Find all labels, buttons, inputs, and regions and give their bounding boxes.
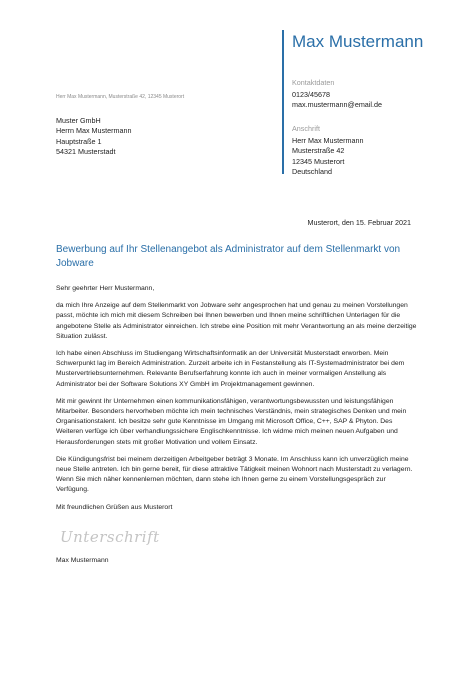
recipient-line: 54321 Musterstadt	[56, 147, 116, 157]
closing: Mit freundlichen Grüßen aus Musterort	[56, 503, 173, 511]
contact-phone: 0123/45678	[292, 89, 330, 99]
recipient-address	[56, 116, 132, 158]
signature-name: Max Mustermann	[56, 557, 109, 564]
recipient-line: Muster GmbH	[56, 116, 101, 125]
accent-divider	[282, 30, 284, 174]
sender-return-address: Herr Max Mustermann, Musterstraße 42, 12345 Musterort	[56, 94, 185, 100]
body-paragraph: Mit mir gewinnt Ihr Unternehmen einen kommunikationsfähigen, verantwortungsbewussten und leistungsfähigen Mitarbeiter. Besonders hervorheben möchte ich mein technisches Verständnis, mein strategisches Denken und mein Organisationstalent. Ich besitze sehr gute Kenntnisse im Umgang mit Microsoft Office, C++, SAP & Phyton. Des Weiteren verfüge ich über verhandlungssichere Englischkenntnisse. Ich widme mich meinen neuen Aufgaben und Herausforderungen stets mit großer Motivation und vollem Einsatz.	[56, 397, 407, 446]
body-paragraph: Die Kündigungsfrist bei meinem derzeitigen Arbeitgeber beträgt 3 Monate. Im Anschluss kann ich unverzüglich meine neue Stelle antreten. Ich bin gerne bereit, für diese attraktive Tätigkeit meinen Wohnort nach Musterstadt zu verlagern. Wenn Sie mich näher kennenlernen möchten, dann stehe ich Ihnen gerne zu einem Vorstellungsgespräch zur Verfügung.	[56, 455, 413, 494]
sender-name: Max Mustermann	[292, 32, 424, 51]
body-paragraph: Ich habe einen Abschluss im Studiengang Wirtschaftsinformatik an der Universität Musterstadt erworben. Mein Schwerpunkt lag im Bereich Administration. Zurzeit arbeite ich in Festanstellung als IT-Systemadministrator bei dem Mustervertriebsunternehmen. Relevante Berufserfahrung konnte ich auch in meiner vormaligen Anstellung als Administrator bei der Software Solutions XY GmbH im Projektmanagement gewinnen.	[56, 350, 405, 388]
contact-email: max.mustermann@email.de	[292, 100, 382, 110]
address-line: 12345 Musterort	[292, 156, 345, 166]
address-block	[292, 124, 364, 178]
recipient-line: Herrn Max Mustermann	[56, 126, 132, 136]
letter-body	[56, 284, 418, 520]
address-heading: Anschrift	[292, 124, 320, 133]
body-paragraph: da mich Ihre Anzeige auf dem Stellenmarkt von Jobware sehr angesprochen hat und genau zu meinen Vorstellungen passt, möchte ich mich mit diesem Schreiben bei Ihnen bewerben und Ihnen meine schriftlichen Unterlagen für die angebotene Stelle als Administrator einreichen. Ich strebe eine Position mit mehr Verantwortung an als meine derzeitige Situation zulässt.	[56, 302, 417, 340]
recipient-line: Hauptstraße 1	[56, 136, 102, 146]
letter-subject: Bewerbung auf Ihr Stellenangebot als Administrator auf dem Stellenmarkt von Jobware	[56, 244, 401, 269]
contact-heading: Kontaktdaten	[292, 78, 335, 87]
address-line: Musterstraße 42	[292, 146, 345, 156]
address-line: Herr Max Mustermann	[292, 135, 364, 145]
address-line: Deutschland	[292, 167, 332, 177]
handwritten-signature: Unterschrift	[60, 528, 160, 546]
letter-date: Musterort, den 15. Februar 2021	[307, 218, 411, 227]
contact-block	[292, 78, 382, 111]
salutation: Sehr geehrter Herr Mustermann,	[56, 285, 155, 292]
